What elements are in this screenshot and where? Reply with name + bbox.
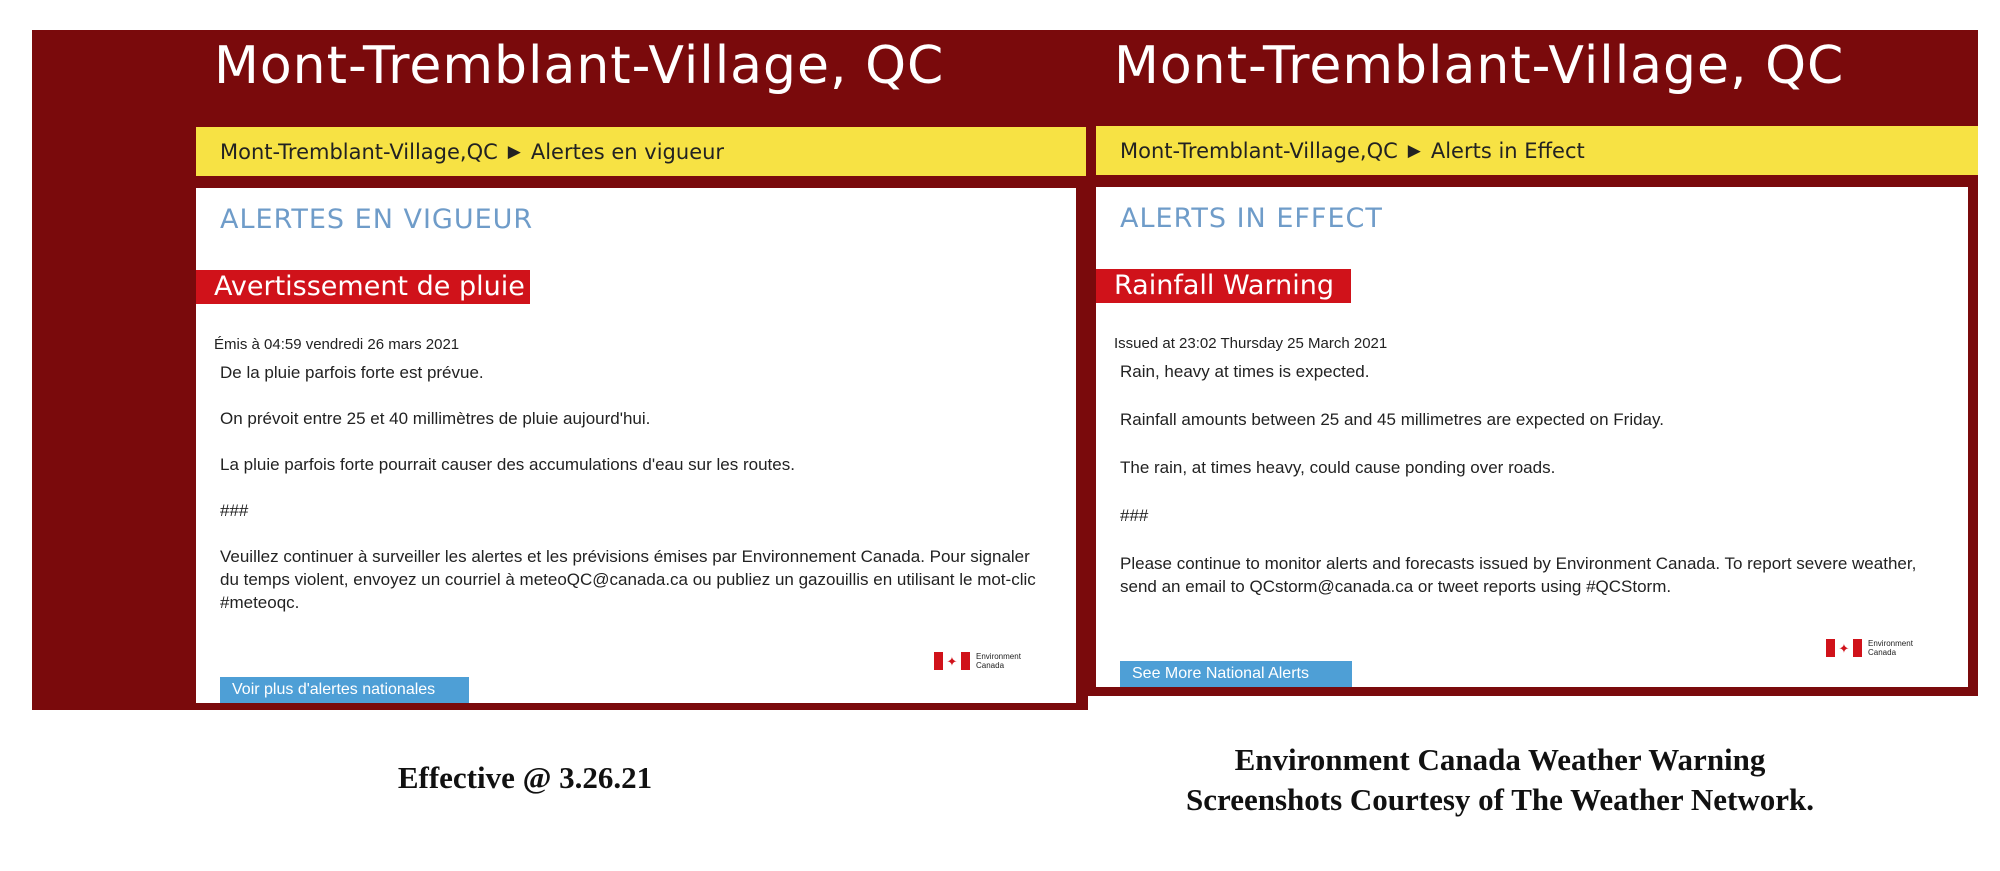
- english-alerts-heading: ALERTS IN EFFECT: [1120, 203, 1383, 234]
- french-breadcrumb-location[interactable]: Mont-Tremblant-Village,QC: [220, 139, 498, 164]
- french-paragraph-2: On prévoit entre 25 et 40 millimètres de pluie aujourd'hui.: [220, 409, 651, 428]
- canada-flag-icon: ✦: [934, 652, 970, 670]
- logo-line-2: Canada: [1868, 648, 1897, 657]
- breadcrumb-arrow-icon: ▶: [1407, 140, 1421, 161]
- french-issued-timestamp: Émis à 04:59 vendredi 26 mars 2021: [214, 336, 460, 353]
- french-paragraph-3: La pluie parfois forte pourrait causer des accumulations d'eau sur les routes.: [220, 455, 795, 474]
- english-paragraph-4: Please continue to monitor alerts and forecasts issued by Environment Canada. To report severe weather, send an email to QCstorm@canada.ca or tweet reports using #QCStorm.: [1120, 554, 1917, 596]
- effective-date-caption: Effective @ 3.26.21: [397, 760, 653, 795]
- english-paragraph-1: Rain, heavy at times is expected.: [1120, 362, 1370, 381]
- french-warning-title[interactable]: Avertissement de pluie: [196, 270, 530, 304]
- french-more-alerts-button[interactable]: Voir plus d'alertes nationales: [220, 677, 469, 703]
- english-breadcrumb-current: Alerts in Effect: [1430, 138, 1585, 163]
- english-paragraph-3: The rain, at times heavy, could cause ponding over roads.: [1120, 458, 1556, 477]
- logo-line-2: Canada: [976, 661, 1005, 670]
- english-paragraph-2: Rainfall amounts between 25 and 45 millimetres are expected on Friday.: [1120, 410, 1664, 429]
- source-caption-line-2: Screenshots Courtesy of The Weather Network.: [1186, 782, 1814, 817]
- english-breadcrumb: [1096, 126, 1978, 175]
- english-city-title: Mont-Tremblant-Village, QC: [1114, 36, 1845, 96]
- french-city-title: Mont-Tremblant-Village, QC: [214, 36, 945, 96]
- source-caption: [1140, 740, 1860, 820]
- breadcrumb-arrow-icon: ▶: [507, 141, 521, 162]
- english-warning-title[interactable]: Rainfall Warning: [1096, 269, 1351, 303]
- english-separator-text: ###: [1120, 506, 1149, 525]
- french-breadcrumb-current: Alertes en vigueur: [530, 139, 725, 164]
- environment-canada-logo: [934, 652, 1021, 670]
- english-more-alerts-button[interactable]: See More National Alerts: [1120, 661, 1352, 687]
- french-alerts-heading: ALERTES EN VIGUEUR: [220, 204, 534, 235]
- french-breadcrumb: [196, 127, 1086, 176]
- logo-line-1: Environment: [1868, 639, 1913, 648]
- french-paragraph-4: Veuillez continuer à surveiller les alertes et les prévisions émises par Environnement Canada. Pour signaler du temps violent, envoyez un courriel à meteoQC@canada.ca ou publiez un gazouillis en utilisant le mot-clic #meteoqc.: [220, 547, 1036, 612]
- english-issued-timestamp: Issued at 23:02 Thursday 25 March 2021: [1114, 335, 1388, 352]
- french-alert-card: [196, 188, 1076, 703]
- environment-canada-logo: [1826, 639, 1913, 657]
- english-breadcrumb-location[interactable]: Mont-Tremblant-Village,QC: [1120, 138, 1398, 163]
- english-alert-card: [1096, 187, 1968, 687]
- source-caption-line-1: Environment Canada Weather Warning: [1234, 742, 1766, 777]
- logo-line-1: Environment: [976, 652, 1021, 661]
- french-separator-text: ###: [220, 501, 249, 520]
- french-paragraph-1: De la pluie parfois forte est prévue.: [220, 363, 484, 382]
- canada-flag-icon: ✦: [1826, 639, 1862, 657]
